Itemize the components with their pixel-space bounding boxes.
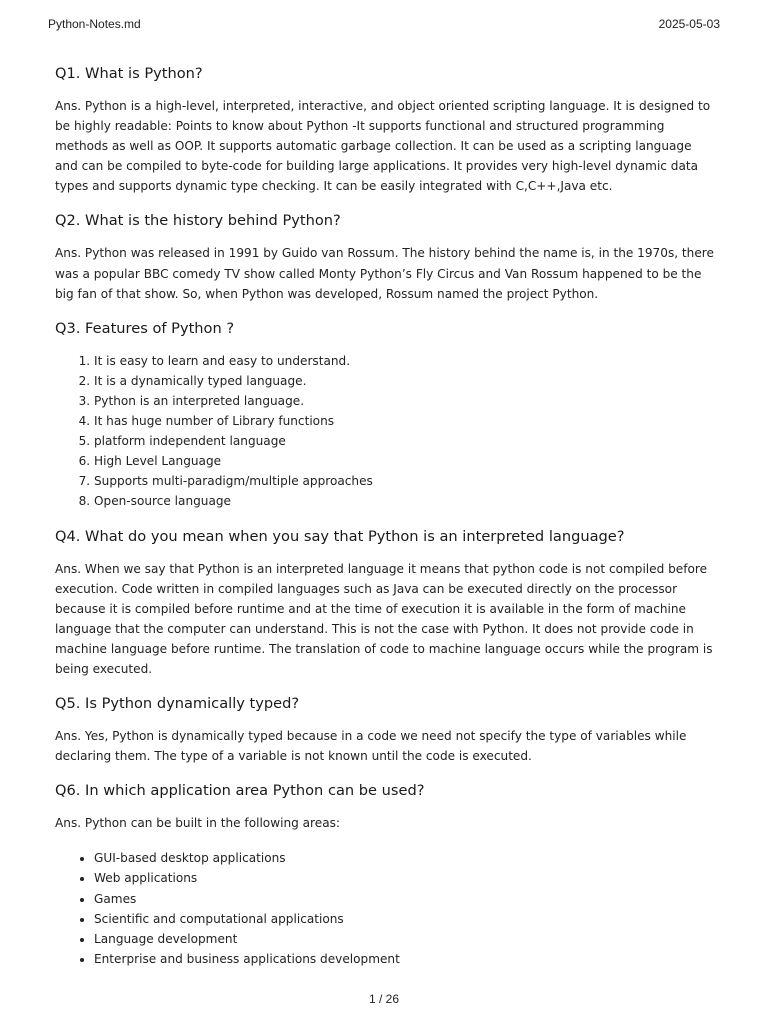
list-item: 4. It has huge number of Library functions (94, 411, 715, 431)
question-heading: Q3. Features of Python ? (55, 319, 235, 337)
page-indicator: 1 / 26 (368, 992, 400, 1006)
list-item: 5. platform independent language (94, 431, 715, 451)
features-list (55, 351, 715, 512)
list-item: • GUI-based desktop applications (94, 848, 715, 868)
list-item: • Web applications (94, 868, 715, 888)
question-heading: Q5. Is Python dynamically typed? (55, 695, 300, 713)
answer-paragraph: Ans. When we say that Python is an interpreted language it means that python code is not compiled before execution. Code written in compiled languages such as Java can be executed directly on the processor because it is compiled before runtime and at the time of execution it is available in the form of machine language that the computer can understand. This is not the case with Python. It does not provide code in machine language before runtime. The translation of code to machine language occurs while the program is being executed. (55, 561, 713, 676)
list-item: 8. Open-source language (94, 491, 715, 511)
document-body (55, 64, 715, 984)
document-filename: Python-Notes.md (48, 17, 141, 31)
document-date: 2025-05-03 (658, 17, 720, 31)
section-q6 (55, 781, 715, 969)
list-item: • Enterprise and business applications development (94, 949, 715, 969)
question-heading: Q4. What do you mean when you say that Python is an interpreted language? (55, 527, 625, 545)
list-item: • Games (94, 889, 715, 909)
answer-paragraph: Ans. Yes, Python is dynamically typed because in a code we need not specify the type of variables while declaring them. The type of a variable is not known until the code is executed. (55, 729, 687, 764)
page-header (48, 17, 720, 31)
section-q3 (55, 319, 715, 512)
list-item: 3. Python is an interpreted language. (94, 391, 715, 411)
question-heading: Q6. In which application area Python can be used? (55, 782, 425, 800)
list-item: 6. High Level Language (94, 451, 715, 471)
list-item: • Language development (94, 929, 715, 949)
list-item: • Scientific and computational applications (94, 909, 715, 929)
answer-paragraph: Ans. Python was released in 1991 by Guido van Rossum. The history behind the name is, in the 1970s, there was a popular BBC comedy TV show called Monty Python’s Fly Circus and Van Rossum happened to be the big fan of that show. So, when Python was developed, Rossum named the project Python. (55, 246, 714, 301)
section-q5 (55, 694, 715, 766)
application-areas-list (55, 848, 715, 969)
section-q1 (55, 64, 715, 196)
answer-paragraph: Ans. Python is a high-level, interpreted, interactive, and object oriented scripting language. It is designed to be highly readable: Points to know about Python -It supports functional and structured programming methods as well as OOP. It supports automatic garbage collection. It can be used as a scripting language and can be compiled to byte-code for building large applications. It provides very high-level dynamic data types and supports dynamic type checking. It can be easily integrated with C,C++,Java etc. (55, 99, 711, 194)
question-heading: Q2. What is the history behind Python? (55, 212, 341, 230)
list-item: 7. Supports multi-paradigm/multiple approaches (94, 471, 715, 491)
answer-paragraph: Ans. Python can be built in the following areas: (55, 816, 340, 831)
section-q4 (55, 527, 715, 680)
question-heading: Q1. What is Python? (55, 65, 203, 82)
list-item: 2. It is a dynamically typed language. (94, 371, 715, 391)
list-item: 1. It is easy to learn and easy to understand. (94, 351, 715, 371)
section-q2 (55, 211, 715, 303)
